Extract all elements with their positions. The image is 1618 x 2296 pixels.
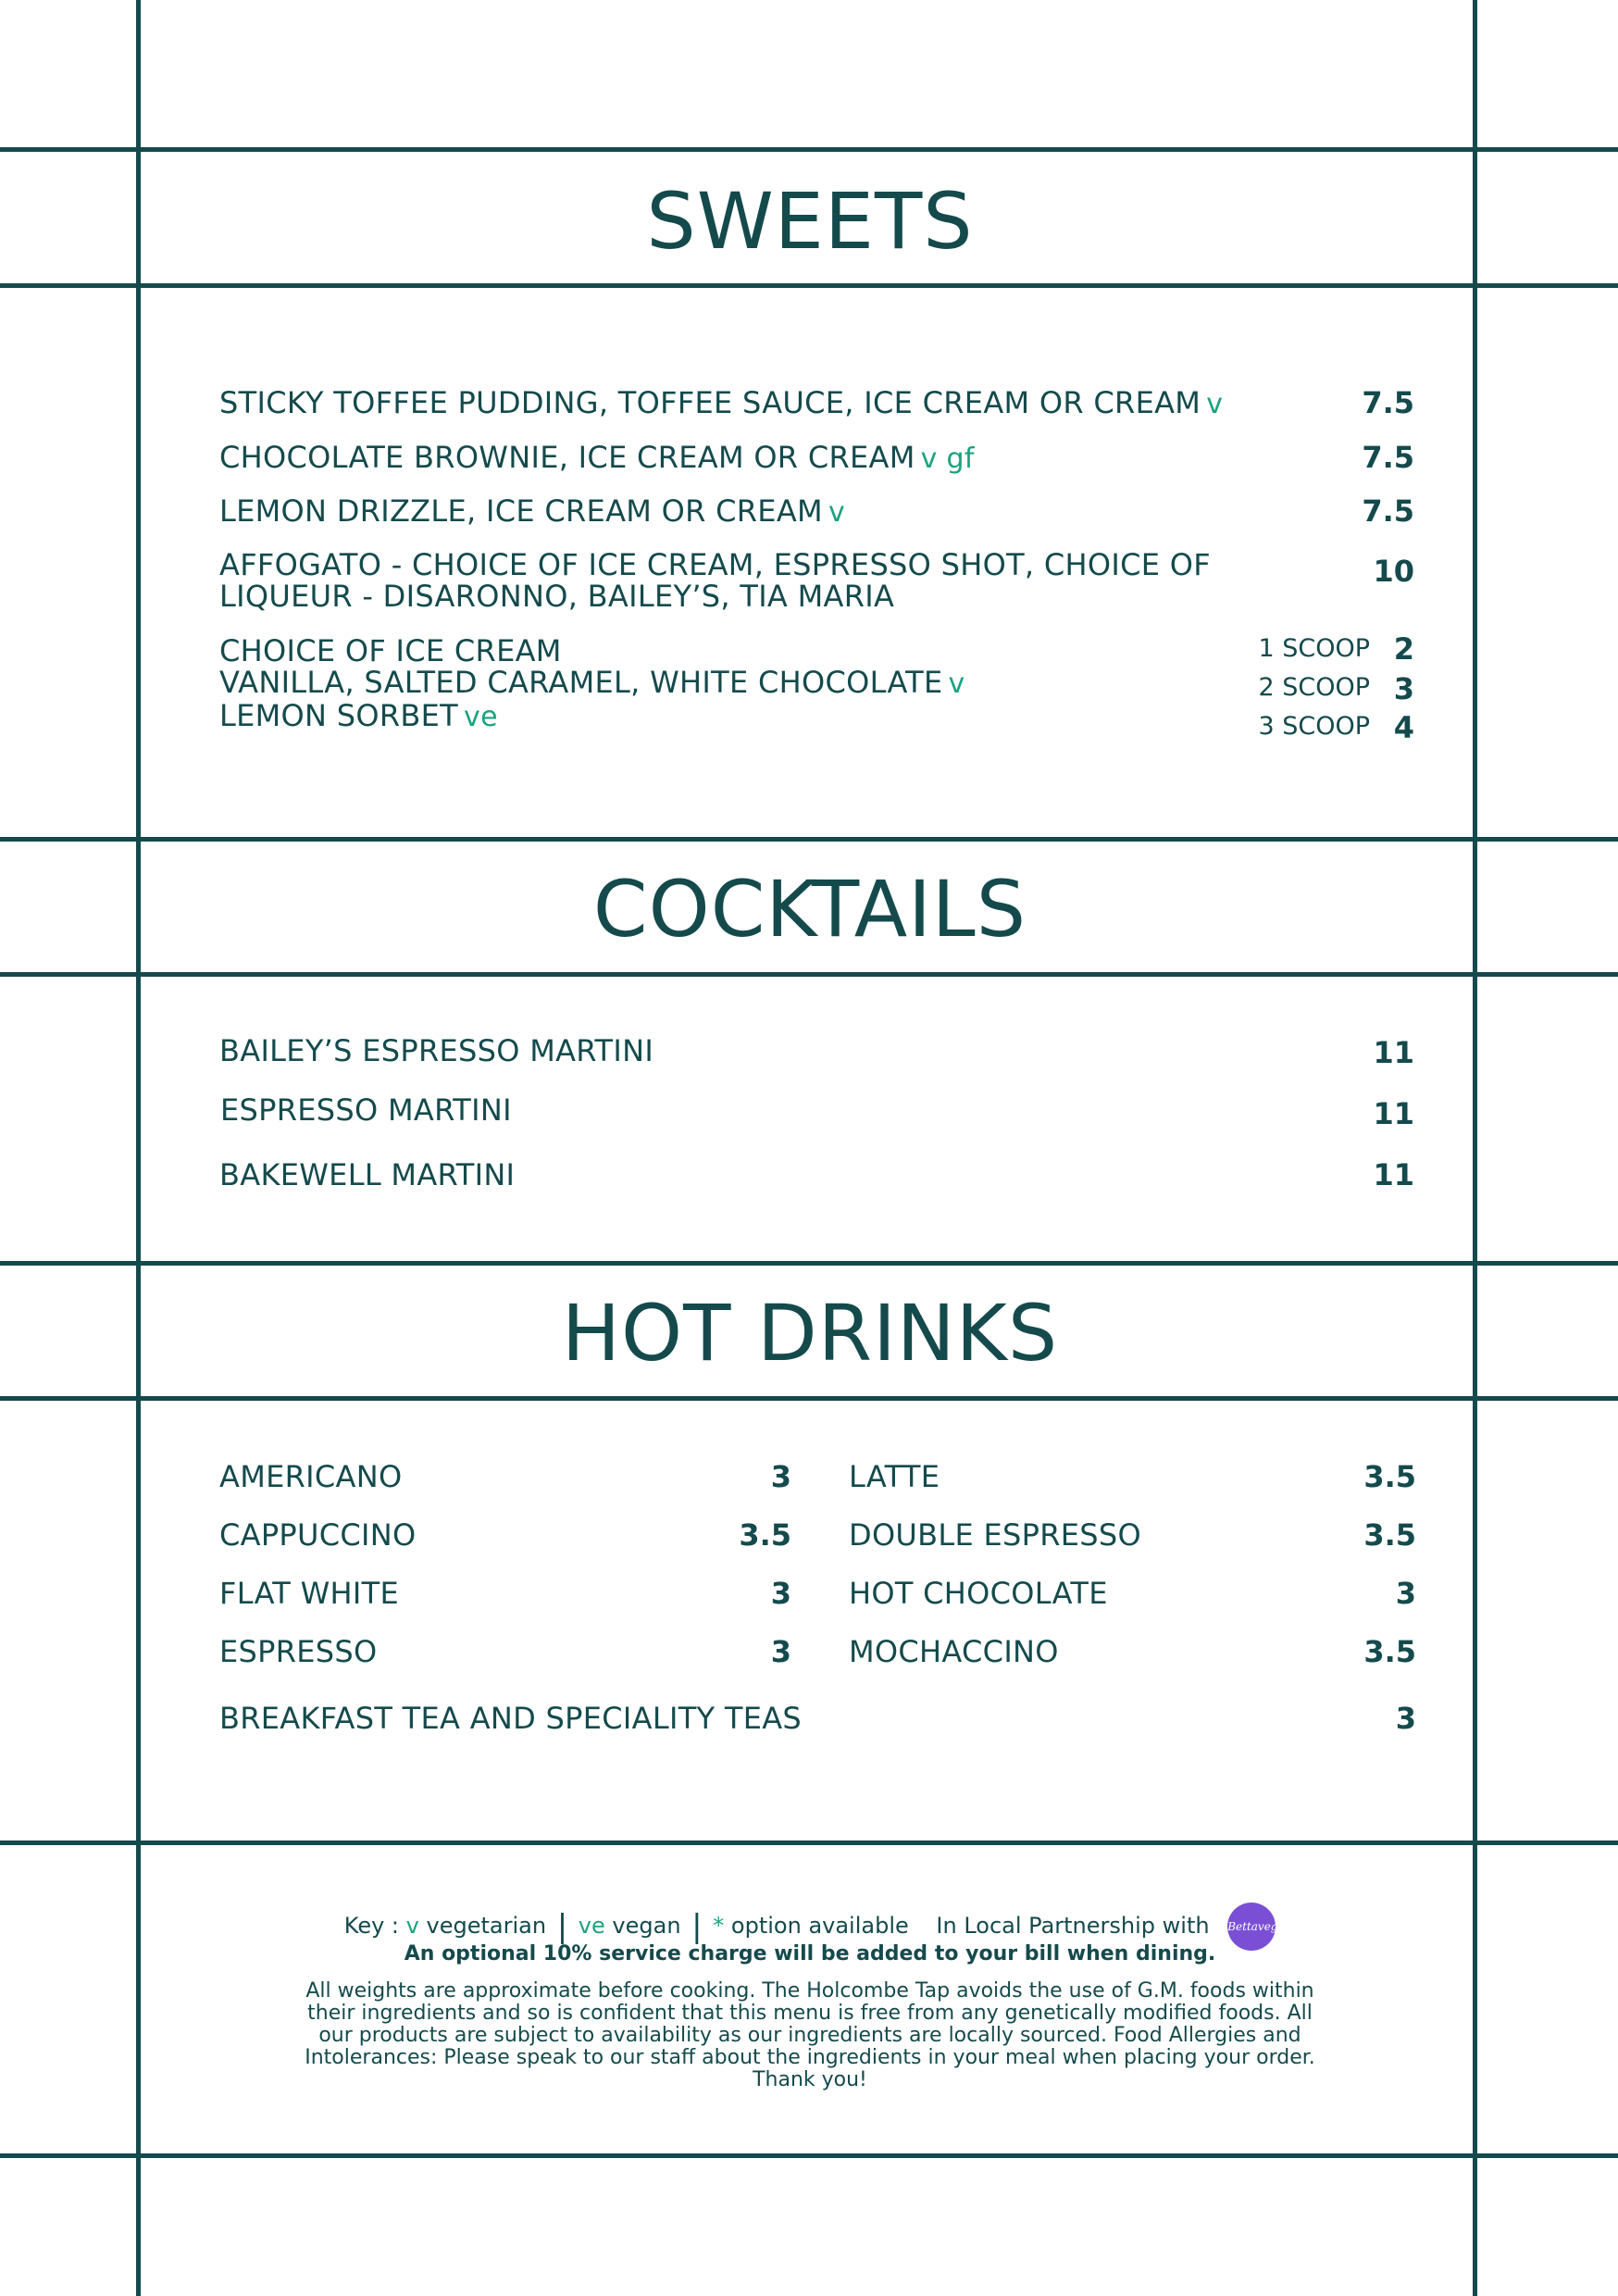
left-border-line — [136, 0, 141, 2296]
dietary-tag: v — [828, 496, 845, 529]
scoop-label: 3 SCOOP — [1258, 712, 1370, 741]
item-name-line: AFFOGATO - CHOICE OF ICE CREAM, ESPRESSO SHOT, CHOICE OF — [219, 547, 1211, 582]
key-v-symbol: v — [405, 1913, 419, 1939]
key-separator: | — [556, 1908, 568, 1945]
item-price: 3.5 — [1363, 1634, 1416, 1669]
scoop-label: 2 SCOOP — [1258, 673, 1370, 702]
item-price: 11 — [1373, 1157, 1414, 1192]
divider-line — [0, 1261, 1618, 1266]
disclaimer-line: our products are subject to availability as our ingredients are locally sourced. Food Allergies and — [318, 2024, 1301, 2047]
menu-item-espresso-martini: ESPRESSO MARTINI — [220, 1092, 512, 1128]
dietary-tag: v — [948, 668, 965, 700]
menu-item-lemon-drizzle — [219, 495, 845, 529]
key-ve-text: vegan — [612, 1913, 681, 1939]
item-price: 7.5 — [1362, 440, 1414, 475]
hot-drinks-heading: HOT DRINKS — [561, 1288, 1059, 1379]
dietary-tag: ve — [464, 701, 498, 733]
divider-line — [0, 972, 1618, 977]
divider-line — [0, 283, 1618, 288]
item-name-line: VANILLA, SALTED CARAMEL, WHITE CHOCOLATE — [219, 665, 943, 700]
menu-item-bakewell-martini: BAKEWELL MARTINI — [219, 1157, 516, 1192]
item-price: 11 — [1373, 1035, 1414, 1070]
key-label: Key : — [343, 1913, 400, 1939]
disclaimer-line: their ingredients and so is confident that this menu is free from any genetically modified foods. All — [307, 2002, 1313, 2025]
scoop-label: 1 SCOOP — [1258, 634, 1370, 663]
disclaimer — [278, 1980, 1342, 2091]
menu-item-latte: LATTE — [849, 1459, 940, 1494]
item-price: 3 — [770, 1576, 791, 1611]
service-charge-note: An optional 10% service charge will be added to your bill when dining. — [404, 1942, 1216, 1965]
menu-item-baileys-espresso-martini: BAILEY’S ESPRESSO MARTINI — [219, 1033, 654, 1068]
disclaimer-line: Thank you! — [753, 2068, 867, 2091]
item-name-line: LEMON SORBET — [219, 698, 459, 733]
partnership-text: In Local Partnership with — [936, 1913, 1210, 1939]
menu-item-sticky-toffee — [219, 387, 1223, 420]
menu-item-teas: BREAKFAST TEA AND SPECIALITY TEAS — [219, 1701, 803, 1736]
menu-item-ice-cream — [219, 635, 965, 733]
item-price: 10 — [1373, 554, 1414, 589]
menu-item-chocolate-brownie — [219, 442, 975, 475]
item-price: 3 — [1395, 1701, 1416, 1736]
divider-line — [0, 2153, 1618, 2158]
scoop-price: 2 — [1393, 631, 1414, 667]
item-name-line: LIQUEUR - DISARONNO, BAILEY’S, TIA MARIA — [219, 579, 895, 614]
item-price: 7.5 — [1362, 493, 1414, 529]
menu-item-mochaccino: MOCHACCINO — [849, 1634, 1059, 1669]
item-price: 3 — [1395, 1576, 1416, 1611]
divider-line — [0, 1396, 1618, 1401]
cocktails-heading: COCKTAILS — [592, 864, 1027, 955]
right-border-line — [1473, 0, 1477, 2296]
sweets-heading: SWEETS — [646, 176, 974, 267]
item-price: 3.5 — [739, 1517, 791, 1553]
item-price: 3 — [770, 1459, 791, 1494]
menu-item-affogato — [219, 549, 1211, 612]
item-name: STICKY TOFFEE PUDDING, TOFFEE SAUCE, ICE CREAM OR CREAM — [219, 385, 1201, 420]
divider-line — [0, 837, 1618, 842]
partner-logo: Bettaveg — [1227, 1903, 1276, 1951]
disclaimer-line: Intolerances: Please speak to our staff about the ingredients in your meal when placing your order. — [305, 2046, 1315, 2069]
key-v-text: vegetarian — [426, 1913, 547, 1939]
item-price: 3.5 — [1363, 1459, 1416, 1494]
item-name-line: CHOICE OF ICE CREAM — [219, 633, 562, 668]
item-price: 7.5 — [1362, 385, 1414, 420]
menu-item-cappuccino: CAPPUCCINO — [219, 1517, 417, 1553]
key-ve-symbol: ve — [578, 1913, 605, 1939]
item-price: 3.5 — [1363, 1517, 1416, 1553]
menu-item-flat-white: FLAT WHITE — [219, 1576, 399, 1611]
scoop-price: 4 — [1393, 710, 1414, 745]
item-price: 3 — [770, 1634, 791, 1669]
item-name: LEMON DRIZZLE, ICE CREAM OR CREAM — [219, 493, 823, 529]
dietary-tag: v — [1206, 388, 1224, 420]
scoop-price: 3 — [1393, 671, 1414, 706]
key-star-text: option available — [730, 1913, 909, 1939]
divider-line — [0, 1841, 1618, 1845]
key-star-symbol: * — [713, 1913, 725, 1939]
menu-item-espresso: ESPRESSO — [219, 1634, 378, 1669]
item-price: 11 — [1373, 1096, 1414, 1131]
divider-line — [0, 147, 1618, 152]
dietary-tag: v gf — [920, 443, 975, 475]
item-name: CHOCOLATE BROWNIE, ICE CREAM OR CREAM — [219, 440, 915, 475]
menu-item-double-espresso: DOUBLE ESPRESSO — [849, 1517, 1142, 1553]
key-separator: | — [691, 1908, 703, 1945]
disclaimer-line: All weights are approximate before cooking. The Holcombe Tap avoids the use of G.M. foods within — [305, 1979, 1314, 2003]
menu-item-hot-chocolate: HOT CHOCOLATE — [849, 1576, 1108, 1611]
menu-item-americano: AMERICANO — [219, 1459, 403, 1494]
